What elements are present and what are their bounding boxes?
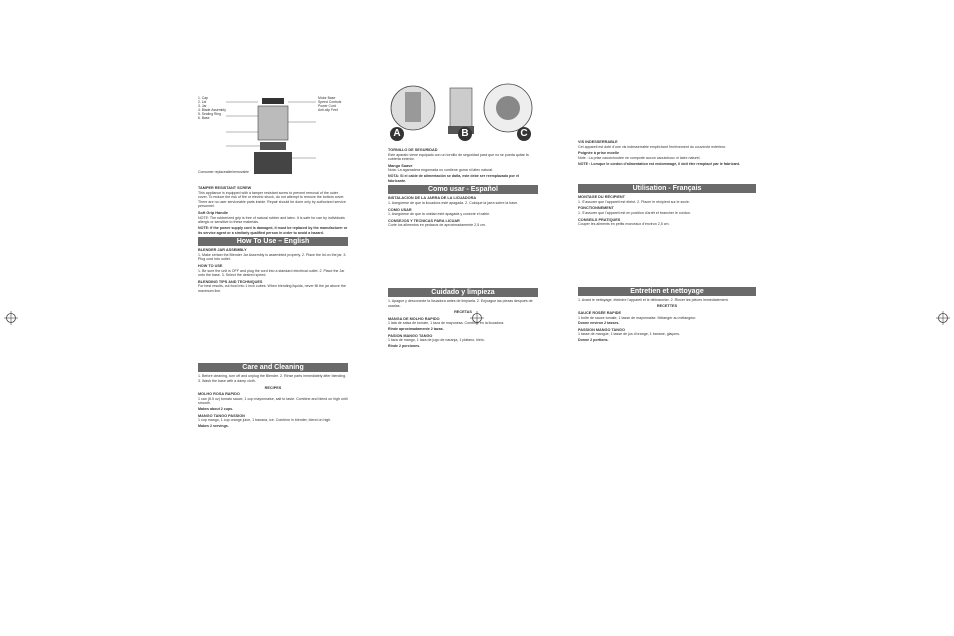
instalacion-text: 1. Asegúrese de que la licuadora esté apagada. 2. Coloque la jarra sobre la base. (388, 200, 519, 205)
como-heading: Como usar - Español (388, 185, 538, 194)
recipe-1-makes: Makes about 2 cups. (198, 407, 234, 412)
column-french (578, 138, 756, 344)
howto-use-text: 1. Be sure the unit is OFF and plug the cord into a standard electrical outlet. 2. Place the Jar onto the base. 3. Select the desired speed. (198, 268, 345, 278)
figure-note: Consumer replaceable/removable (198, 170, 249, 174)
soft-grip-text: NOTE: The rubberized grip is free of natural rubber and latex. It is safe for use by individuals allergic or sensitive to these materials. (198, 215, 345, 225)
tamper-title: TAMPER RESISTANT SCREW (198, 186, 252, 190)
recipes-heading: RECIPES (264, 385, 282, 390)
receta-1-text: 1 lata de salsa de tomate, 1 taza de mayonesa. Combine en la licuadora. (388, 321, 505, 326)
entretien-text: 1. Avant le nettoyage, éteindre l’appareil et le débrancher. 2. Rincer les pièces immédiatement. (578, 297, 729, 302)
recette-1-makes: Donne environ 2 tasses. (578, 321, 620, 326)
tornillo-title: TORNILLO DE SEGURIDAD (388, 148, 438, 152)
mango-title: Mango Suave (388, 163, 413, 168)
receta-1-makes: Rinde aproximadamente 2 tazas. (388, 327, 444, 332)
crosshair-icon (936, 311, 950, 325)
cuidado-text: 1. Apague y desconecte la licuadora antes de limpiarla. 2. Enjuague las piezas después de usarlas. (388, 298, 533, 308)
figure-label-a: A (390, 127, 404, 141)
recipe-2-makes: Makes 2 servings. (198, 424, 229, 429)
nota-cord: NOTA: Si el cable de alimentación se daña, este debe ser reemplazado por el fabricante. (388, 174, 519, 183)
recipe-1-title: MOLHO ROSA RAPIDO (198, 392, 240, 397)
figure-label-c: C (517, 127, 531, 141)
parts-diagram (198, 92, 348, 182)
recipe-1-text: 1 can (6.5 oz) tomato sauce, 1 cup mayonnaise, salt to taste. Combine and blend on high until smooth. (198, 396, 348, 406)
column-spanish (388, 146, 538, 350)
care-heading: Care and Cleaning (198, 363, 348, 372)
consejos-title: CONSEJOS Y TECNICAS PARA LICUAR (388, 218, 460, 223)
como-usar-title: COMO USAR (388, 207, 412, 212)
utilisation-heading: Utilisation - Français (578, 184, 756, 193)
recetas-heading: RECETAS (454, 310, 472, 315)
callout-item: 1. Cap (198, 96, 208, 100)
blending-tips-text: For best results, cut food into 1 inch cubes. When blending liquids, never fill the jar above the maximum line. (198, 284, 346, 293)
consejos-text: Corte los alimentos en pedazos de aproximadamente 2,5 cm. (388, 223, 486, 228)
callout-item: Speed Controls (318, 100, 342, 104)
conseils-text: Couper les aliments en petits morceaux d’environ 2,5 cm. (578, 222, 670, 227)
soft-grip-title: Soft Grip Handle (198, 210, 228, 215)
howto-heading: How To Use – English (198, 237, 348, 246)
callout-item: Power Cord (318, 104, 336, 108)
blending-tips-title: BLENDING TIPS AND TECHNIQUES (198, 279, 263, 284)
conseils-title: CONSEILS PRATIQUES (578, 217, 621, 222)
blender-jar-title: BLENDER JAR ASSEMBLY (198, 248, 247, 253)
callout-item: Motor Base (318, 96, 336, 100)
mango-text: Nota: La agarradera engomada no contiene goma ni látex natural. (388, 168, 494, 173)
recette-2-title: PASSION MANGO TANGO (578, 327, 625, 332)
fonctionnement-title: FONCTIONNEMENT (578, 206, 614, 211)
registration-mark-right (936, 311, 950, 325)
callout-item: 6. Base (198, 116, 210, 120)
callout-left-group (198, 96, 226, 120)
entretien-heading: Entretien et nettoyage (578, 287, 756, 296)
montage-text: 1. S’assurer que l’appareil est éteint. 2. Placer le récipient sur le socle. (578, 199, 690, 204)
poignee-text: Note : La prise caoutchoutée ne comporte aucun caoutchouc ni latex naturel. (578, 155, 701, 160)
receta-2-text: 1 taza de mango, 1 taza de jugo de naranja, 1 plátano, hielo. (388, 338, 485, 343)
tornillo-text: Este aparato viene equipado con un tornillo de seguridad para que no se pueda quitar la cubierta exterior. (388, 152, 529, 162)
receta-2-makes: Rinde 2 porciones. (388, 344, 421, 349)
care-text: 1. Before cleaning, turn off and unplug the Blender. 2. Rinse parts immediately after blending. 3. Wash the base with a damp cloth. (198, 374, 347, 384)
column-english (198, 184, 348, 430)
figure-label-b: B (458, 127, 472, 141)
receta-1-title: MANGA DE MOLHO RAPIDO (388, 316, 440, 321)
cuidado-heading: Cuidado y limpieza (388, 288, 538, 297)
registration-mark-left (4, 311, 18, 325)
fonctionnement-text: 1. S’assurer que l’appareil est en position d’arrêt et brancher le cordon. (578, 210, 691, 215)
callout-item: 3. Jar (198, 104, 207, 108)
blender-jar-text: 1. Make certain the Blender Jar Assembly is assembled properly. 2. Place the lid on the jar. 3. Plug cord into outlet. (198, 252, 347, 262)
callout-item: 2. Lid (198, 100, 207, 104)
recipe-2-title: MANGO TANGO PASSION (198, 413, 245, 418)
como-usar-text: 1. Asegúrese de que la unidad esté apagada y conecte el cable. (388, 212, 491, 217)
tamper-text: This appliance is equipped with a tamper resistant screw to prevent removal of the outer cover. To reduce the risk of fire or electric shock, do not attempt to remove the bottom cover. There are no user serviceable parts inside. Repair should be done only by authorized service personnel. (198, 190, 346, 209)
crosshair-icon (4, 311, 18, 325)
callout-right-group (318, 96, 348, 112)
receta-2-title: PASION MANGO TANGO (388, 333, 433, 338)
power-cord-note: NOTE: If the power supply cord is damaged, it must be replaced by the manufacturer or its service agent or a similarly qualified person in order to avoid a hazard. (198, 225, 348, 235)
recettes-heading: RECETTES (656, 304, 678, 309)
vis-text: Cet appareil est doté d’une vis indesserrable empêchant l’enlèvement du couvercle extérieur. (578, 144, 727, 149)
instalacion-title: INSTALACION DE LA JARRA DE LA LICUADORA (388, 196, 477, 201)
poignee-title: Poignée à prise moelle (578, 151, 620, 156)
note-cord: NOTE : Lorsque le cordon d’alimentation est endommagé, il doit être remplacé par le fabricant. (578, 161, 740, 166)
callout-item: Anti-slip Feet (318, 108, 338, 112)
callout-item: 5. Sealing Ring (198, 112, 221, 116)
recette-1-title: SAUCE ROSÉE RAPIDE (578, 310, 622, 315)
callout-item: 4. Blade Assembly (198, 108, 226, 112)
recipe-2-text: 1 cup mango, 1 cup orange juice, 1 banana, ice. Combine in blender, blend on high. (198, 418, 332, 423)
recette-2-makes: Donne 2 portions. (578, 338, 609, 343)
recette-2-text: 1 tasse de mangue, 1 tasse de jus d’orange, 1 banane, glaçons. (578, 332, 681, 337)
recette-1-text: 1 boîte de sauce tomate, 1 tasse de mayonnaise. Mélanger au mélangeur. (578, 315, 697, 320)
vis-title: VIS INDESSERRABLE (578, 140, 618, 144)
montage-title: MONTAGE DU RÉCIPIENT (578, 195, 625, 200)
howto-use-title: HOW TO USE (198, 263, 223, 268)
